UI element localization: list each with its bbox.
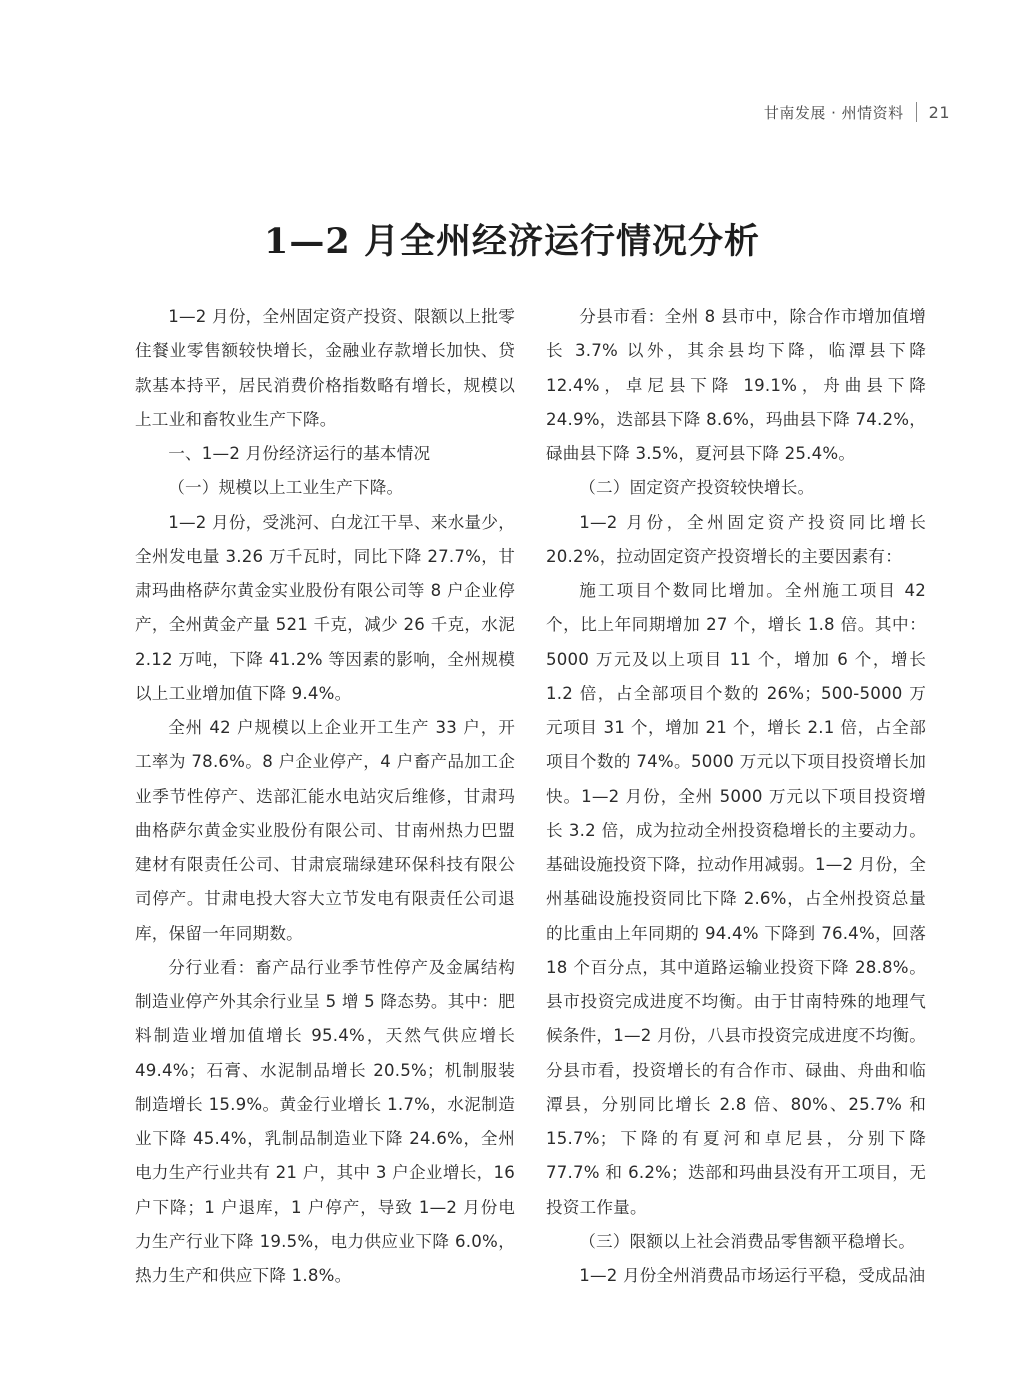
paragraph-enterprise-operation: 全州 42 户规模以上企业开工生产 33 户，开工率为 78.6%。8 户企业停产，4 户畜产品加工企业季节性停产、迭部汇能水电站灾后维修，甘肃玛曲格萨尔黄金实业股份有限公司、甘南州热力巴盟建材有限责任公司、甘肃宸瑞绿建环保科技有限公司停产。甘肃电投大容大立节发电有限责任公司退库，保留一年同期数。 xyxy=(135,718,515,943)
intro-paragraph: 1—2 月份，全州固定资产投资、限额以上批零住餐业零售额较快增长，金融业存款增长加快、贷款基本持平，居民消费价格指数略有增长，规模以上工业和畜牧业生产下降。 xyxy=(135,307,515,429)
paragraph-power-generation: 1—2 月份，受洮河、白龙江干旱、来水量少，全州发电量 3.26 万千瓦时，同比下降 27.7%，甘肃玛曲格萨尔黄金实业股份有限公司等 8 户企业停产，全州黄金产量 521 千克，减少 26 千克，水泥 2.12 万吨，下降 41.2% 等因素的影响，全州规模以上工业增加值下降 9.4%。 xyxy=(135,512,515,703)
left-column xyxy=(135,300,515,1293)
paragraph-by-county: 分县市看：全州 8 县市中，除合作市增加值增长 3.7% 以外，其余县均下降，临潭县下降 12.4%，卓尼县下降 19.1%，舟曲县下降 24.9%，迭部县下降 8.6%，玛曲县下降 74.2%，碌曲县下降 3.5%，夏河县下降 25.4%。 xyxy=(546,307,926,463)
paragraph-construction-projects: 施工项目个数同比增加。全州施工项目 42 个，比上年同期增加 27 个，增长 1.8 倍。其中：5000 万元及以上项目 11 个，增加 6 个，增长 1.2 倍，占全部项目个数的 26%；500-5000 万元项目 31 个，增加 21 个，增长 2.1 倍，占全部项目个数的 74%。5000 万元以下项目投资增长加快。1—2 月份，全州 5000 万元以下项目投资增长 3.2 倍，成为拉动全州投资稳增长的主要动力。基础设施投资下降，拉动作用减弱。1—2 月份，全州基础设施投资同比下降 2.6%，占全州投资总量的比重由上年同期的 94.4% 下降到 76.4%，回落 18 个百分点，其中道路运输业投资下降 28.8%。县市投资完成进度不均衡。由于甘南特殊的地理气候条件，1—2 月份，八县市投资完成进度不均衡。分县市看，投资增长的有合作市、碌曲、舟曲和临潭县，分别同比增长 2.8 倍、80%、25.7% 和 15.7%；下降的有夏河和卓尼县，分别下降 77.7% 和 6.2%；迭部和玛曲县没有开工项目，无投资工作量。 xyxy=(546,581,926,1217)
paragraph-by-industry: 分行业看：畜产品行业季节性停产及金属结构制造业停产外其余行业呈 5 增 5 降态势。其中：肥料制造业增加值增长 95.4%，天然气供应增长 49.4%；石膏、水泥制品增长 20.5%；机制服装制造增长 15.9%。黄金行业增长 1.7%，水泥制造业下降 45.4%，乳制品制造业下降 24.6%，全州电力生产行业共有 21 户，其中 3 户企业增长，16 户下降；1 户退库，1 户停产，导致 1—2 月份电力生产行业下降 19.5%，电力供应业下降 6.0%，热力生产和供应下降 1.8%。 xyxy=(135,957,515,1285)
paragraph-investment-growth: 1—2 月份，全州固定资产投资同比增长 20.2%，拉动固定资产投资增长的主要因素有： xyxy=(546,512,926,566)
right-column xyxy=(546,300,926,1293)
subsection-heading-investment: （二）固定资产投资较快增长。 xyxy=(579,478,815,498)
paragraph-retail-market: 1—2 月份全州消费品市场运行平稳，受成品油 xyxy=(579,1266,926,1285)
publication-name: 甘南发展 · 州情资料 xyxy=(763,103,904,122)
subsection-heading-industry: （一）规模以上工业生产下降。 xyxy=(168,478,404,498)
article-title: 1—2 月全州经济运行情况分析 xyxy=(264,221,760,262)
subsection-heading-retail: （三）限额以上社会消费品零售额平稳增长。 xyxy=(579,1231,916,1251)
header-divider xyxy=(916,102,917,122)
running-header xyxy=(764,100,950,124)
page-number: 21 xyxy=(928,102,950,122)
section-heading-basic-situation: 一、1—2 月份经济运行的基本情况 xyxy=(168,444,431,463)
